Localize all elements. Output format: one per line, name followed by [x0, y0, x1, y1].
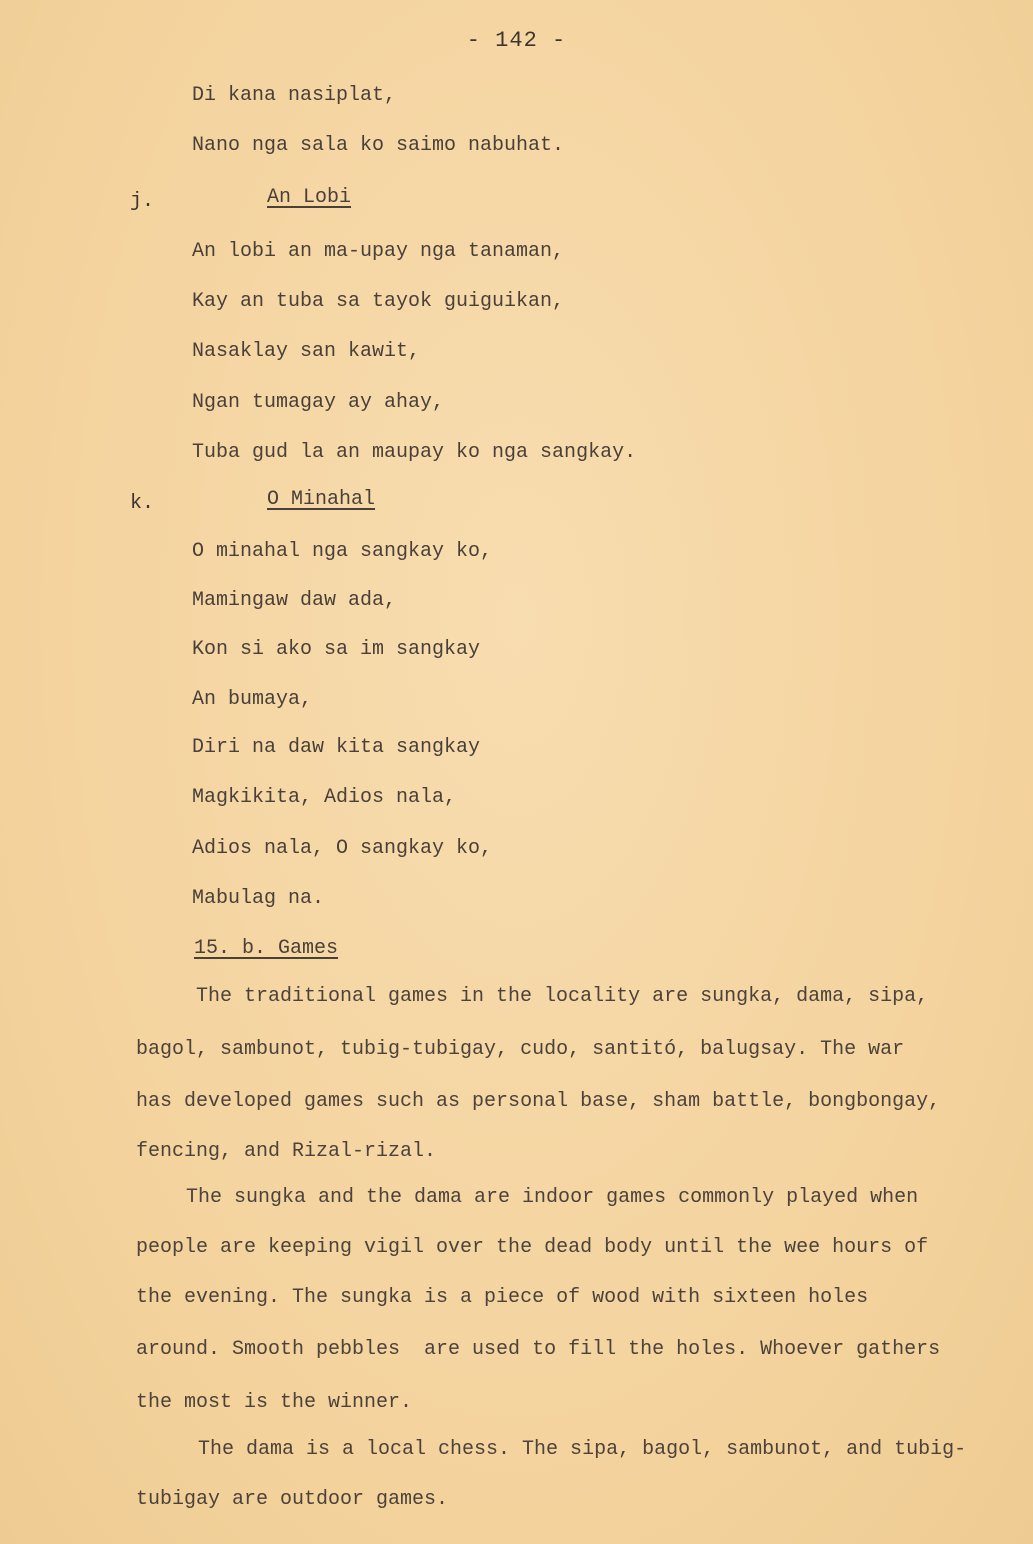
- poem-line: Magkikita, Adios nala,: [192, 786, 457, 809]
- poem-line: Ngan tumagay ay ahay,: [192, 391, 445, 414]
- poem-line: An bumaya,: [192, 688, 313, 711]
- poem-line: Adios nala, O sangkay ko,: [192, 837, 493, 860]
- paragraph-line: the most is the winner.: [136, 1391, 413, 1414]
- poem-line: Nasaklay san kawit,: [192, 340, 421, 363]
- paragraph-line: fencing, and Rizal-rizal.: [136, 1140, 437, 1163]
- poem-line: Nano nga sala ko saimo nabuhat.: [192, 134, 565, 157]
- poem-line: Diri na daw kita sangkay: [192, 736, 481, 759]
- poem-line: Kon si ako sa im sangkay: [192, 638, 481, 661]
- poem-line: Tuba gud la an maupay ko nga sangkay.: [192, 441, 637, 464]
- poem-line: Di kana nasiplat,: [192, 84, 397, 107]
- poem-line: Mabulag na.: [192, 887, 325, 910]
- poem-line: Mamingaw daw ada,: [192, 589, 397, 612]
- section-marker-j: j.: [130, 190, 155, 213]
- poem-line: O minahal nga sangkay ko,: [192, 540, 493, 563]
- section-marker-k: k.: [130, 492, 155, 515]
- poem-line: An lobi an ma-upay nga tanaman,: [192, 240, 565, 263]
- paragraph-line: The sungka and the dama are indoor games commonly played when: [186, 1186, 919, 1209]
- paragraph-line: people are keeping vigil over the dead body until the wee hours of: [136, 1236, 929, 1259]
- paragraph-line: The dama is a local chess. The sipa, bagol, sambunot, and tubig-: [198, 1438, 967, 1461]
- page-number: - 142 -: [466, 28, 567, 53]
- poem-title-an-lobi: An Lobi: [267, 186, 352, 209]
- poem-line: Kay an tuba sa tayok guiguikan,: [192, 290, 565, 313]
- poem-title-o-minahal: O Minahal: [267, 488, 376, 511]
- paragraph-line: The traditional games in the locality are sungka, dama, sipa,: [196, 985, 929, 1008]
- section-heading-games: 15. b. Games: [194, 937, 339, 960]
- paragraph-line: the evening. The sungka is a piece of wood with sixteen holes: [136, 1286, 869, 1309]
- paragraph-line: bagol, sambunot, tubig-tubigay, cudo, santitó, balugsay. The war: [136, 1038, 905, 1061]
- paragraph-line: has developed games such as personal base, sham battle, bongbongay,: [136, 1090, 941, 1113]
- paragraph-line: tubigay are outdoor games.: [136, 1488, 449, 1511]
- paragraph-line: around. Smooth pebbles are used to fill the holes. Whoever gathers: [136, 1338, 941, 1361]
